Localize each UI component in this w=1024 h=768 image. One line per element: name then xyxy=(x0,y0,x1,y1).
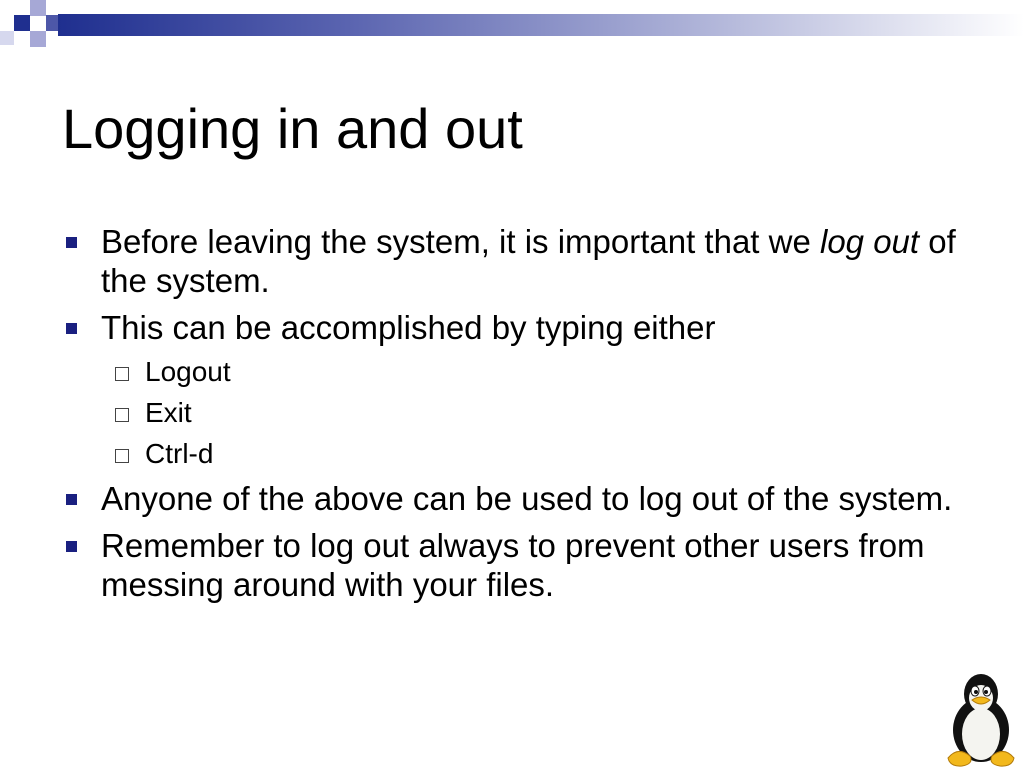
sub-list xyxy=(62,355,992,471)
bullet-item xyxy=(62,526,992,604)
sub-item xyxy=(62,355,992,389)
bullet-item xyxy=(62,308,992,347)
sub-item-text: Exit xyxy=(145,397,192,428)
decor-square xyxy=(0,31,14,45)
bullet-item xyxy=(62,479,992,518)
bullet-text: Remember to log out always to prevent other users from messing around with your files. xyxy=(101,527,925,603)
hollow-square-icon xyxy=(115,408,129,422)
bullet-square-icon xyxy=(66,494,77,505)
sub-item xyxy=(62,437,992,471)
header-decoration xyxy=(0,0,1024,60)
decor-square xyxy=(30,0,46,16)
bullet-square-icon xyxy=(66,237,77,248)
decor-square xyxy=(46,15,58,31)
bullet-item xyxy=(62,222,992,300)
hollow-square-icon xyxy=(115,449,129,463)
header-gradient-bar xyxy=(58,14,1024,36)
sub-item-text: Logout xyxy=(145,356,231,387)
bullet-text: This can be accomplished by typing either xyxy=(101,309,716,346)
bullet-text: Before leaving the system, it is important that we xyxy=(101,223,820,260)
hollow-square-icon xyxy=(115,367,129,381)
bullet-text: of the system. xyxy=(101,223,956,299)
slide-title: Logging in and out xyxy=(62,97,523,160)
sub-item-text: Ctrl-d xyxy=(145,438,214,469)
bullet-text: Anyone of the above can be used to log out of the system. xyxy=(101,480,953,517)
tux-penguin-icon xyxy=(940,672,1022,768)
slide-body xyxy=(62,222,992,612)
decor-square xyxy=(30,31,46,47)
bullet-square-icon xyxy=(66,323,77,334)
sub-item xyxy=(62,396,992,430)
bullet-emphasis: log out xyxy=(820,223,920,260)
bullet-square-icon xyxy=(66,541,77,552)
decor-square xyxy=(14,15,30,31)
